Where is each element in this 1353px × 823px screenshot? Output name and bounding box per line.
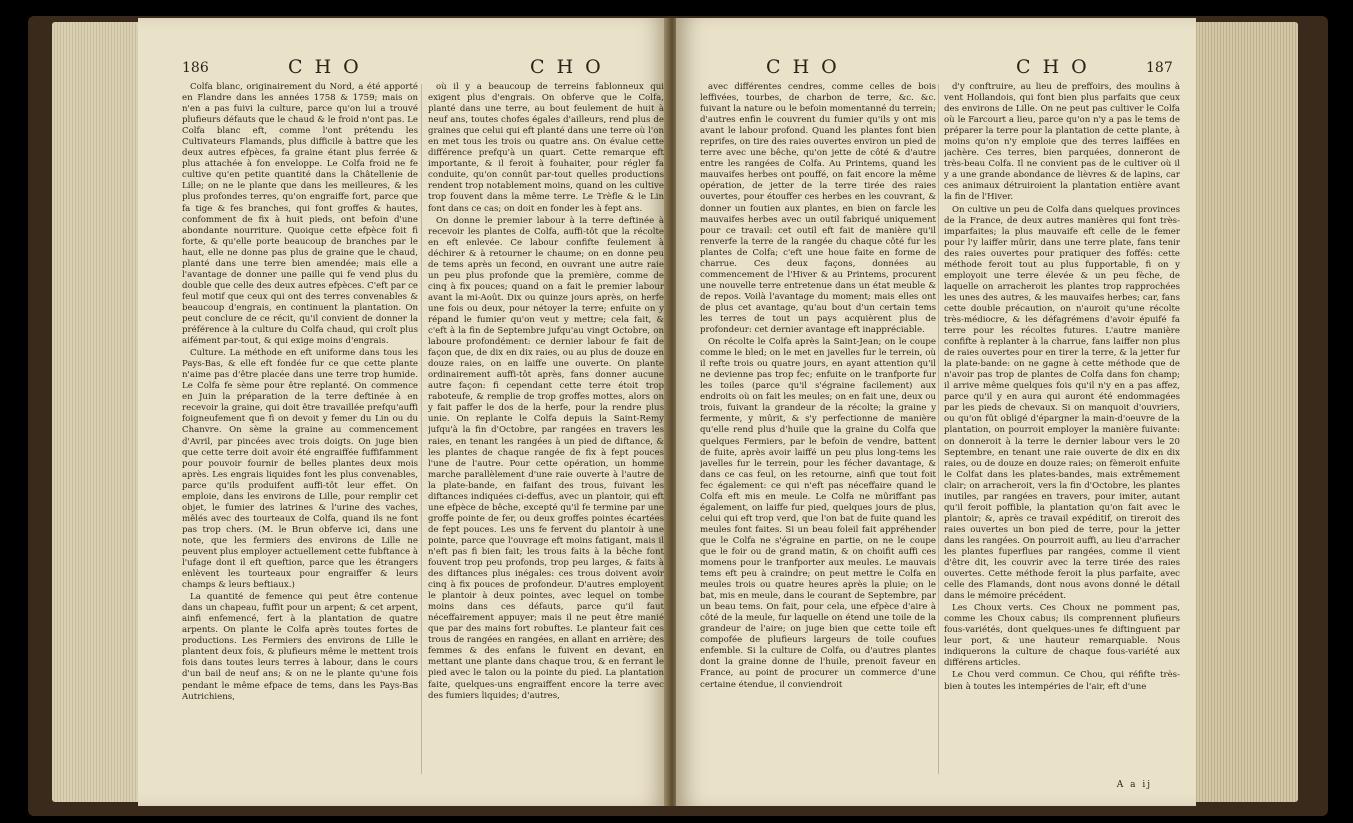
paragraph: où il y a beaucoup de terreins fablonneux qui exigent plus d'engrais. On obferve que le Colfa, planté dans une terre, au bout feulement de huit à neuf ans, toutes chofes égales d'ailleurs, rend plus de graines que celui qui eft planté dans une terre où l'on en met tous les trois ou quatre ans. On évalue cette différence prefqu'à un quart. Cette remarque eft importante, & il feroit à fouhaiter, pour régler fa conduite, qu'on connût par-tout quelles productions rendent trop notablement moins, quand on les cultive trop fouvent dans la même terre. Le Trèfle & le Lin font dans ce cas; on doit en fonder les à fept ans. (428, 82, 664, 214)
paragraph: avec différentes cendres, comme celles de bois leffivées, tourbes, de charbon de terre, &c. &c. fuivant la nature ou le befoin momentanné du terrein; d'autres enfin le couvrent du fumier qu'ils y ont mis avant le labour profond. Quand les plantes font bien reprifes, on tire des raies ouvertes environ un pied de terre avec une bêche, qu'on jette de côté & d'autre entre les rangées de Colfa. Au Printems, quand les mauvaifes herbes ont pouffé, on fait encore la même opération, de jetter de la terre tirée des raies ouvertes, pour étouffer ces herbes en les couvrant, & donner un foutien aux plantes, en bien on farcle les mauvaifes herbes avec un outil fabriqué uniquement pour ce travail: cet outil eft fait de manière qu'il renverfe la terre de la rangée du chaque côté fur les plantes de Colfa; c'eft une houe faite en forme de charrue. Ces deux façons, données au commencement de l'Hiver & au Printems, procurent une nouvelle terre entretenue dans un état meuble & de repos. Voilà l'avantage du moment; mais elles ont de plus cet avantage, qu'au bout d'un certain tems les terres de tout un pays acquièrent plus de profondeur: cet dernier avantage eft inappréciable. (700, 82, 936, 336)
paragraph: On cultive un peu de Colfa dans quelques provinces de la France, de deux autres manières qui font très-imparfaites; la plus mauvaife eft celle de le femer pour l'y laiffer mûrir, dans une terre plate, fans tenir des raies ouvertes pour pratiquer des foffés: cette méthode feroit tout au plus fupportable, fi on y employoit une terre élevée & un peu fèche, de laquelle on arracheroit les plantes trop rapprochées les unes des autres, & les mauvaifes herbes; car, fans cette double précaution, on n'auroit qu'une récolte très-médiocre, & les défagrémens d'avoir épuifé fa terre pour les récoltes futures. L'autre manière confifte à replanter à la charrue, fans laiffer non plus de raies ouvertes pour en tirer la terre, & la jetter fur la plate-bande: on ne gagne à cette méthode que de n'avoir pas trop de plantes de Colfa dans fon champ; il arrive même quelques fois qu'il n'y en a pas affez, parce qu'il y en aura qui auront été endommagées par les pieds de chevaux. Si on manquoit d'ouvriers, ou qu'on fût obligé d'épargner la main-d'oeuvre de la plantation, on pourroit employer la manière fuivante: on donneroit à la terre le dernier labour vers le 20 Septembre, en tenant une raie ouverte de dix en dix raies, ou de douze en douze raies; on fèmeroit enfuite le Colfat dans les plates-bandes, mais extrêmement clair; on arracheroit, vers la fin d'Octobre, les plantes inutiles, par rangées en travers, pour imiter, autant qu'il feroit poffible, la plantation qu'on fait avec le plantoir; &, après ce travail expéditif, on tireroit des raies ouvertes un bon pied de terre, pour la jetter dans les rangées. On pourroit auffi, au lieu d'arracher les plantes fuperflues par rangées, comme il vient d'être dit, les couvrir avec la terre tirée des raies ouvertes. Cette méthode feroit la plus parfaite, avec celle des Flamands, dont nous avons donné le détail dans le mémoire précédent. (944, 204, 1180, 602)
paragraph: Colfa blanc, originairement du Nord, a été apporté en Flandre dans les années 1758 & 1759; mais on n'en a pas fuivi la culture, parce qu'on lui a trouvé plufieurs défauts que le chaud & le froid n'ont pas. Le Colfa blanc eft, comme l'ont prétendu les Cultivateurs Flamands, plus difficile à battre que les deux autres efpèces, fa graine étant plus ferrée & plus attachée à fon enveloppe. Le Colfa froid ne fe cultive qu'en petite quantité dans la Châtellenie de Lille; on ne le plante que dans les meilleures, & les plus profondes terres, qu'on engraiffe fort, parce que fa tige & fes branches, qui font groffes & hautes, confomment de fix à huit pieds, ont befoin d'une abondante nourriture. Quoique cette efpèce foit fi forte, & qu'elle porte beaucoup de branches par le haut, elle ne donne pas plus de graine que le chaud, planté dans une terre bien amendée; mais elle a l'avantage de donner une paille qui fe vend plus du double que celle des deux autres efpèces. C'eft par ce feul motif que ceux qui ont des terres convenables & beaucoup d'engrais, en continuent la plantation. On peut conclure de ce récit, qu'il convient de donner la préférence à la culture du Colfa chaud, qui croît plus aifément par-tout, & qui exige moins d'engrais. (182, 82, 418, 347)
page-number-left: 186 (182, 60, 209, 76)
right-page-column-1 (700, 82, 936, 782)
left-page-header (138, 56, 668, 80)
column-divider (938, 84, 939, 774)
signature-mark: A a ij (1116, 780, 1152, 790)
right-page-header (676, 56, 1196, 80)
page-edge-right (1188, 22, 1298, 802)
right-page (676, 18, 1196, 806)
right-page-column-2 (944, 82, 1180, 782)
running-head-right: C H O (1016, 56, 1090, 78)
column-divider (421, 84, 422, 774)
running-head-right-center: C H O (766, 56, 840, 78)
page-number-right: 187 (1146, 60, 1173, 76)
paragraph: Les Choux verts. Ces Choux ne pomment pas, comme les Choux cabus; ils comprennent plufieurs fous-variétés, dont quelques-unes fe diftinguent par leur port, & une hauteur remarquable. Nous indiquerons la culture de chaque fous-variété aux différens articles. (944, 603, 1180, 669)
paragraph: Le Chou verd commun. Ce Chou, qui réfifte très-bien à toutes les intempéries de l'air, eft d'une (944, 670, 1180, 692)
left-page-column-1 (182, 82, 418, 782)
left-page-column-2 (428, 82, 664, 782)
running-head-left-center: C H O (530, 56, 604, 78)
paragraph: d'y conftruire, au lieu de preffoirs, des moulins à vent Hollandois, qui font bien plus parfaits que ceux des environs de Lille. On ne peut pas cultiver le Colfa où le Farcourt a lieu, parce qu'on n'y a pas le tems de préparer la terre pour la plantation de cette plante, à moins qu'on n'y emploie que des terres laiffées en jachère. Ces terres, bien parquées, donneront de très-beau Colfa. Il ne convient pas de le cultiver où il y a une grande abondance de lièvres & de lapins, car ces animaux détruiroient la plantation entière avant la fin de l'Hiver. (944, 82, 1180, 203)
paragraph: On donne le premier labour à la terre deftinée à recevoir les plantes de Colfa, auffi-tôt que la récolte en eft enlevée. Ce labour confifte feulement à déchirer & à retourner le chaume; on en donne peu de tems après un fecond, en ouvrant une autre raie un peu plus profonde que la première, comme de cinq à fix pouces; quand on a fait le premier labour avant la mi-Août. Dix ou quinze jours après, on herfe une fois ou deux, pour nétoyer la terre; enfuite on y répand le fumier qu'on veut y mettre; cela fait, & c'eft à la fin de Septembre jufqu'au vingt Octobre, on laboure profondément: ce dernier labour fe fait de façon que, de dix en dix raies, ou au plus de douze en douze raies, on en laiffe une ouverte. On plante ordinairement auffi-tôt après, fans donner aucune autre façon: fi cependant cette terre étoit trop raboteufe, & remplie de trop groffes mottes, alors on y fait paffer le dos de la herfe, pour la rendre plus unie. On replante le Colfa depuis la Saint-Remy jufqu'à la fin d'Octobre, par rangées en travers les raies, en tenant les rangées à un pied de diftance, & les plantes de chaque rangée de fix à fept pouces l'une de l'autre. Pour cette opération, un homme marche parallèlement d'une raie ouverte à l'autre de la plate-bande, en faifant des trous, fuivant les diftances indiquées ci-deffus, avec un plantoir, qui eft une efpèce de bêche, excepté qu'il fe termine par une groffe pointe de fer, ou deux groffes pointes écartées de fept pouces. Les uns fe fervent du plantoir à une pointe, parce que l'ouvrage eft moins fatigant, mais il n'eft pas fi bien fait; les trous faits à la bêche font fouvent trop peu profonds, trop peu larges, & faits à des diftances plus inégales: ces trous doivent avoir cinq à fix pouces de profondeur. D'autres employent le plantoir à deux pointes, avec lequel on tombe moins dans ces défauts, parce qu'il faut néceffairement appuyer; mais il ne peut être manié que par des mains fort robuftes. Le planteur fait ces trous de rangées en rangées, en allant en arrière; des femmes & des enfans le fuivent en devant, en mettant une plante dans chaque trou, & en ferrant le pied avec le talon ou la pointe du pied. La plantation faite, quelques-uns engraiffent encore la terre avec des fumiers liquides; d'autres, (428, 215, 664, 701)
running-head-left: C H O (288, 56, 362, 78)
page-edge-left (52, 22, 142, 802)
paragraph: La quantité de femence qui peut être contenue dans un chapeau, fuffit pour un arpent; & cet arpent, ainfi enfemencé, fert à la plantation de quatre arpents. On plante le Colfa après toutes fortes de productions. Les Fermiers des environs de Lille le plantent deux fois, & plufieurs même le mettent trois fois dans toutes leurs terres à labour, dans le cours d'un bail de neuf ans; & on ne le plante qu'une fois pendant le même efpace de tems, dans les Pays-Bas Autrichiens, (182, 592, 418, 702)
paragraph: On récolte le Colfa après la Saint-Jean; on le coupe comme le bled; on le met en javelles fur le terrein, où il refte trois ou quatre jours, en ayant attention qu'il ne devienne pas trop fec; enfuite on le tranfporte fur les toiles (parce qu'il s'égraine facilement) aux endroits où on fait les meules; on en fait une, deux ou trois, fuivant la grandeur de la récolte; la graine y fermente, y mûrit, & s'y perfectionne de manière qu'elle rend plus d'huile que la graine du Colfa que quelques Fermiers, par le befoin de vendre, battent de fuite, après avoir laiffé un peu plus long-tems les javelles fur le terrein, pour les fécher davantage, & dans ce cas feul, on les retourne, ainfi que tout foit fec également: ce qui n'eft pas néceffaire quand le Colfa eft mis en meule. Le Colfa ne mûriffant pas également, on laiffe fur pied, quelques jours de plus, celui qui eft trop verd, que l'on bat de fuite quand les meules font faites. Si un beau foleil fait appréhender que le Colfa ne s'égraine en partie, on ne le coupe que le foir ou de grand matin, & on choifit auffi ces momens pour le tranfporter aux meules. Le mauvais tems eft peu à craindre; on peut mettre le Colfa en meules trois ou quatre heures après la pluie; on le bat, mis en meule, dans le courant de Septembre, par un beau tems. On fait, pour cela, une efpèce d'aire à côté de la meule, fur laquelle on étend une toile de la grandeur de l'aire; on juge bien que cette toile eft compofée de plufieurs largeurs de toile coufues enfemble. Si la culture de Colfa, ou d'autres plantes dont la graine donne de l'huile, prenoit faveur en France, au point de procurer un commerce d'une certaine étendue, il conviendroit (700, 337, 936, 690)
paragraph: Culture. La méthode en eft uniforme dans tous les Pays-Bas, & elle eft fondée fur ce que cette plante n'aime pas d'être placée dans une terre trop humide. Le Colfa fe sème pour être replanté. On commence en Juin la préparation de la terre deftinée à en recevoir la graine, qui doit être travaillée prefqu'auffi foigneufement que fi on devoit y femer du Lin ou du Chanvre. On sème la graine au commencement d'Avril, par pincées avec trois doigts. On juge bien que cette terre doit avoir été engraiffée fuffifamment pour pouvoir fournir de belles plantes deux mois après. Les engrais liquides font les plus convenables, parce qu'ils produifent auffi-tôt leur effet. On emploie, dans les environs de Lille, pour remplir cet objet, le fumier des latrines & l'urine des vaches, mêlés avec des tourteaux de Colfa, quand ils ne font pas trop chers. (M. le Brun obferve ici, dans une note, que les fermiers des environs de Lille ne peuvent plus employer actuellement cette fubftance à l'ufage dont il eft queftion, parce que les étrangers enlèvent les tourteaux pour engraiffer & leurs champs & leurs beftiaux.) (182, 348, 418, 591)
left-page (138, 18, 668, 806)
